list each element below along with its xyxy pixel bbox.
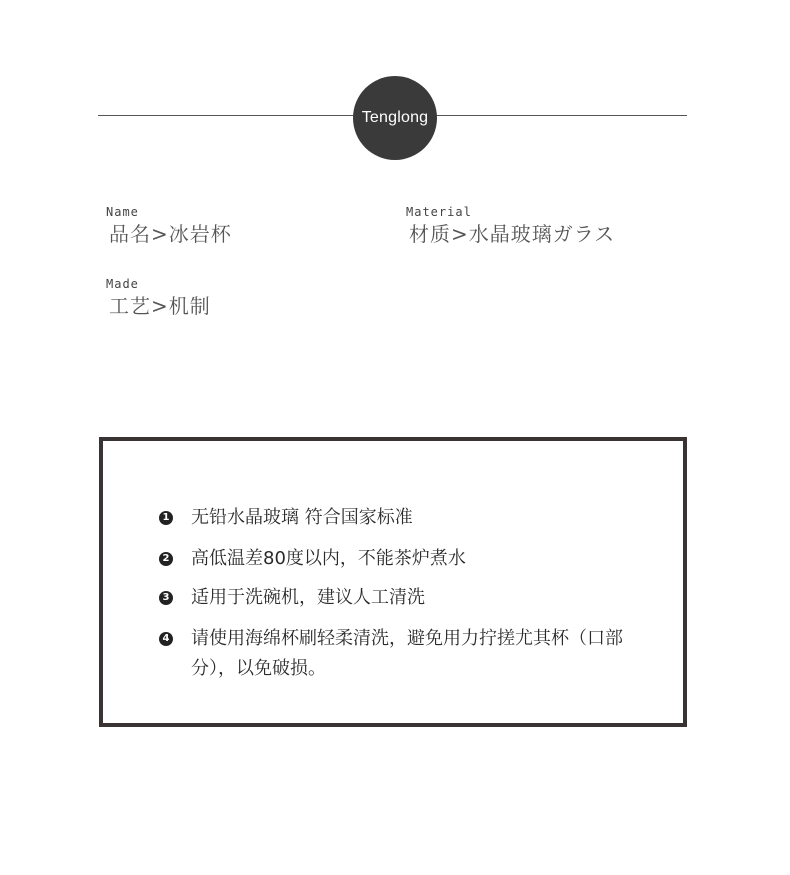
number-3-icon: 3	[159, 591, 173, 605]
notice-item-2	[159, 548, 641, 574]
spec-made-label: Made	[106, 277, 139, 291]
notice-text: 请使用海绵杯刷轻柔清洗，避免用力拧搓尤其杯（口部分），以免破损。	[191, 628, 623, 679]
spec-material	[406, 205, 615, 247]
brand-name: Tenglong	[361, 109, 429, 126]
number-1-icon: 1	[159, 511, 173, 525]
brand-logo	[353, 76, 437, 160]
spec-material-label: Material	[406, 205, 472, 219]
number-2-icon: 2	[159, 552, 173, 566]
notice-text: 高低温差80度以内，不能茶炉煮水	[191, 548, 466, 569]
spec-name-value: 品名>冰岩杯	[109, 222, 232, 246]
notice-item-3	[159, 587, 641, 613]
notice-text: 适用于洗碗机，建议人工清洗	[191, 587, 425, 608]
number-4-icon: 4	[159, 632, 173, 646]
spec-material-value: 材质>水晶玻璃ガラス	[409, 222, 616, 246]
care-notice-box	[99, 437, 687, 727]
spec-name-label: Name	[106, 205, 139, 219]
spec-made-value: 工艺>机制	[109, 294, 211, 318]
notice-text: 无铅水晶玻璃 符合国家标准	[191, 507, 413, 528]
notice-item-4	[159, 628, 641, 684]
spec-made	[106, 277, 211, 319]
notice-item-1	[159, 507, 641, 533]
spec-name	[106, 205, 232, 247]
